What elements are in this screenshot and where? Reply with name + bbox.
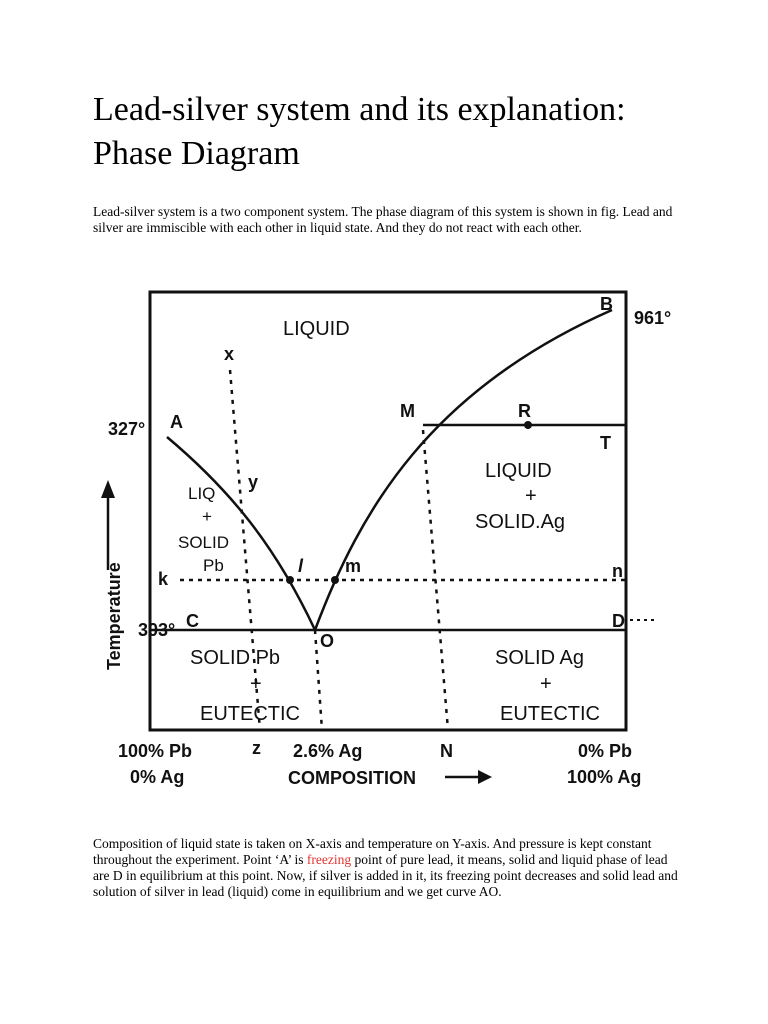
temp-961: 961°: [634, 308, 672, 328]
label-solid-pb-3: EUTECTIC: [200, 703, 300, 725]
label-liq-pb-4: Pb: [203, 556, 224, 575]
left-comp-ag: 0% Ag: [130, 767, 185, 787]
label-solid-pb-2: +: [250, 673, 262, 695]
label-liq-pb-1: LIQ: [188, 484, 216, 503]
point-label-l: l: [298, 556, 304, 576]
temp-327: 327°: [108, 419, 146, 439]
explanation-paragraph: [93, 836, 683, 900]
point-label-B: B: [600, 294, 613, 314]
point-l: [286, 576, 294, 584]
page-title: Lead-silver system and its explanation: Phase Diagram: [93, 91, 626, 172]
curve-OB: [315, 310, 612, 630]
intro-paragraph: Lead-silver system is a two component system. The phase diagram of this system is shown in fig. Lead and silver are immiscible with each other in liquid state. And they do not react with each other.: [93, 204, 673, 235]
label-liquid-ag-2: +: [525, 485, 537, 507]
label-liquid-ag-3: SOLID.Ag: [475, 511, 566, 533]
point-label-x: x: [224, 344, 235, 364]
eutectic-comp: 2.6% Ag: [293, 741, 363, 761]
composition-arrowhead: [478, 770, 492, 784]
composition-axis-label: COMPOSITION: [288, 768, 417, 788]
point-label-k: k: [158, 569, 169, 589]
point-label-R: R: [518, 401, 531, 421]
point-label-M: M: [400, 401, 415, 421]
label-liquid: LIQUID: [283, 318, 350, 340]
label-solid-ag-3: EUTECTIC: [500, 703, 600, 725]
right-comp-pb: 0% Pb: [578, 741, 633, 761]
phase-diagram: [100, 280, 690, 810]
right-comp-ag: 100% Ag: [567, 767, 642, 787]
point-label-n: n: [612, 561, 623, 581]
label-solid-pb-1: SOLID Pb: [190, 647, 281, 669]
point-label-y: y: [248, 472, 259, 492]
temperature-axis-label: Temperature: [104, 562, 124, 670]
explanation-text-1: Composition of liquid state is taken on X-axis and temperature on Y-axis. And pressure is kept constant throughout the experiment. Point ‘A’ is: [93, 836, 652, 867]
temp-303: 303°: [138, 620, 176, 640]
point-label-T: T: [600, 433, 611, 453]
point-label-D: D: [612, 611, 625, 631]
point-label-N: N: [440, 741, 453, 761]
point-label-O: O: [320, 631, 335, 651]
point-m: [331, 576, 339, 584]
label-liq-pb-2: +: [202, 507, 212, 526]
freezing-link[interactable]: freezing: [306, 852, 352, 867]
label-solid-ag-2: +: [540, 673, 552, 695]
explanation-text-2: point of pure lead, it means, solid and liquid phase of lead are D in equilibrium at this point. Now, if silver is added in it, its freezing point decreases and solid lead and solution of silver in lead (liquid) come in equilibrium and we get curve AO.: [93, 852, 678, 899]
label-solid-ag-1: SOLID Ag: [495, 647, 584, 669]
point-label-m: m: [345, 556, 362, 576]
point-R: [524, 421, 532, 429]
label-liquid-ag-1: LIQUID: [485, 460, 552, 482]
point-label-C: C: [186, 611, 199, 631]
label-liq-pb-3: SOLID: [178, 533, 230, 552]
left-comp-pb: 100% Pb: [118, 741, 193, 761]
temperature-arrowhead: [101, 480, 115, 498]
point-label-z: z: [252, 738, 261, 758]
point-label-A: A: [170, 412, 183, 432]
